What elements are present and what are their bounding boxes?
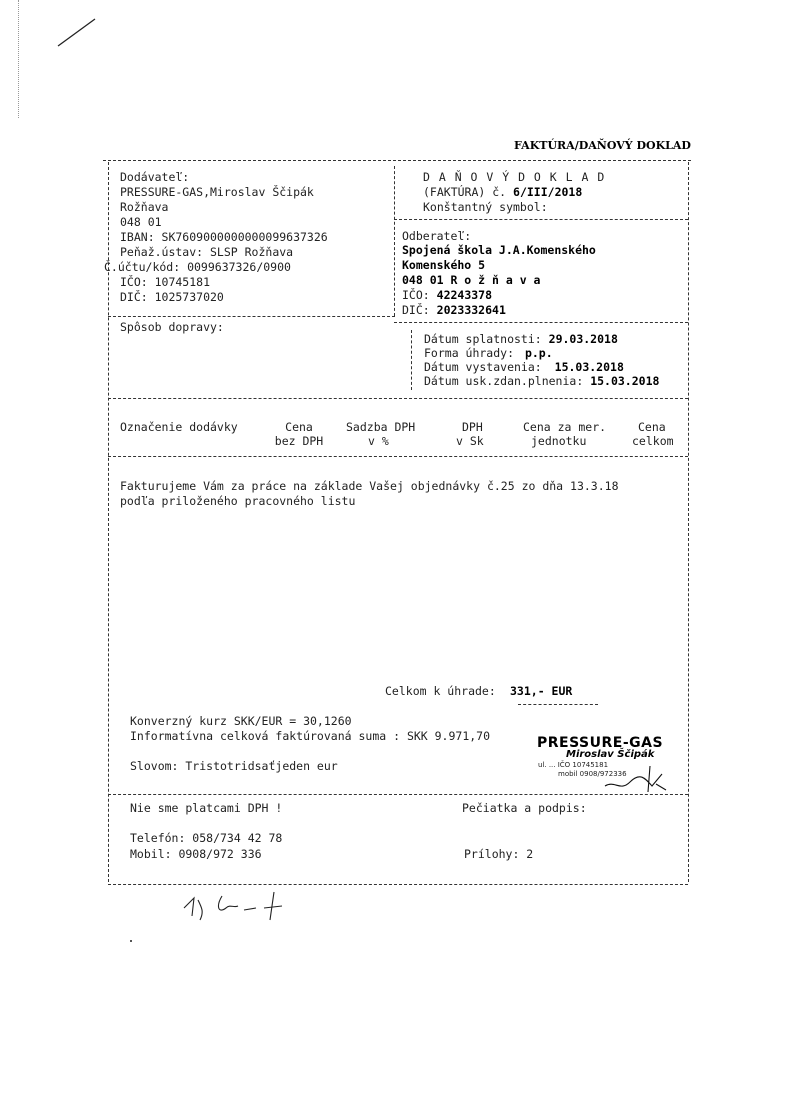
- document-title: FAKTÚRA/DAŇOVÝ DOKLAD: [514, 139, 691, 152]
- header-unit-price-1: Cena za mer.: [523, 420, 607, 434]
- phone: Telefón: 058/734 42 78: [130, 831, 283, 845]
- header-total-1: Cena: [638, 420, 666, 434]
- customer-bottom-line: [394, 322, 688, 323]
- scan-edge: [18, 0, 19, 118]
- issue-date-label: Dátum vystavenia:: [424, 360, 542, 374]
- header-unit-price-2: jednotku: [531, 434, 587, 448]
- customer-ico: 42243378: [436, 288, 493, 302]
- customer-dic-label: DIČ:: [402, 303, 430, 317]
- supplier-ico: IČO: 10745181: [120, 275, 211, 289]
- header-top-line: [108, 398, 688, 399]
- body-text-line-2: podľa priloženého pracovného listu: [120, 494, 356, 508]
- header-price-2: bez DPH: [274, 434, 324, 448]
- body-text-line-1: Fakturujeme Vám za práce na základe Vašej objednávky č.25 zo dňa 13.3.18: [120, 479, 619, 493]
- payment-method-label: Forma úhrady:: [424, 346, 515, 360]
- total-value: 331,- EUR: [510, 684, 573, 698]
- header-total-2: celkom: [632, 434, 674, 448]
- customer-name: Spojená škola J.A.Komenského: [402, 243, 596, 257]
- stamp-signature-label: Pečiatka a podpis:: [462, 801, 587, 815]
- customer-street: Komenského 5: [402, 258, 486, 272]
- stamp-line-1: ul. ... IČO 10745181: [538, 761, 609, 769]
- total-label: Celkom k úhrade:: [385, 684, 496, 698]
- supplier-bank: Peňaž.ústav: SLSP Rožňava: [120, 245, 294, 259]
- header-vat-rate-1: Sadzba DPH: [346, 420, 416, 434]
- constant-symbol-label: Konštantný symbol:: [423, 200, 548, 214]
- supplier-iban: IBAN: SK7609000000000099637326: [120, 230, 328, 244]
- taxable-date: 15.03.2018: [590, 374, 660, 388]
- amount-in-words: Slovom: Tristotridsaťjeden eur: [130, 759, 338, 773]
- total-underline: [518, 704, 598, 705]
- frame-middle-line: [394, 166, 395, 316]
- conversion-rate: Konverzný kurz SKK/EUR = 30,1260: [130, 714, 352, 728]
- pen-mark: [55, 15, 100, 50]
- supplier-bottom-line: [108, 316, 395, 317]
- taxable-date-label: Dátum usk.zdan.plnenia:: [424, 374, 584, 388]
- customer-label: Odberateľ:: [402, 229, 472, 243]
- supplier-label: Dodávateľ:: [120, 170, 190, 184]
- issue-date: 15.03.2018: [554, 360, 624, 374]
- stamp-line-2: mobil 0908/972336: [558, 770, 627, 778]
- due-date-label: Dátum splatnosti:: [424, 332, 542, 346]
- scan-dot: [130, 940, 132, 942]
- informative-sum: Informatívna celková faktúrovaná suma : SKK 9.971,70: [130, 729, 491, 743]
- due-date: 29.03.2018: [548, 332, 618, 346]
- document-heading: D A Ň O V Ý D O K L A D: [423, 170, 606, 184]
- supplier-dic: DIČ: 1025737020: [120, 290, 224, 304]
- customer-dic: 2023332641: [436, 303, 506, 317]
- stamp-owner: Miroslav Ščipák: [566, 749, 655, 760]
- customer-top-line: [394, 219, 688, 220]
- frame-right-line: [688, 162, 689, 882]
- document-type: (FAKTÚRA) č.: [423, 185, 507, 199]
- supplier-zip: 048 01: [120, 215, 162, 229]
- frame-top-line: [103, 160, 691, 161]
- customer-city: 048 01 R o ž ň a v a: [402, 273, 541, 287]
- supplier-account: Č.účtu/kód: 0099637326/0900: [104, 260, 291, 274]
- header-vat-1: DPH: [462, 420, 483, 434]
- mobile: Mobil: 0908/972 336: [130, 847, 262, 861]
- supplier-name: PRESSURE-GAS,Miroslav Ščipák: [120, 185, 314, 199]
- handwritten-signature: [178, 886, 308, 926]
- document-number: 6/III/2018: [513, 185, 583, 199]
- customer-ico-label: IČO:: [402, 288, 430, 302]
- attachments: Prílohy: 2: [464, 847, 534, 861]
- dates-divider-line: [411, 330, 412, 390]
- stamp-company: PRESSURE-GAS: [537, 735, 664, 751]
- header-price-1: Cena: [285, 420, 313, 434]
- header-vat-2: v Sk: [456, 434, 484, 448]
- transport-label: Spôsob dopravy:: [120, 320, 224, 334]
- frame-bottom-line: [108, 884, 688, 885]
- supplier-city: Rožňava: [120, 200, 169, 214]
- header-bottom-line: [108, 456, 688, 457]
- payment-method: p.p.: [524, 346, 553, 360]
- header-vat-rate-2: v %: [368, 434, 389, 448]
- stamp-signature: [600, 760, 670, 800]
- header-item: Označenie dodávky: [120, 420, 238, 434]
- not-vat-payer: Nie sme platcami DPH !: [130, 801, 283, 815]
